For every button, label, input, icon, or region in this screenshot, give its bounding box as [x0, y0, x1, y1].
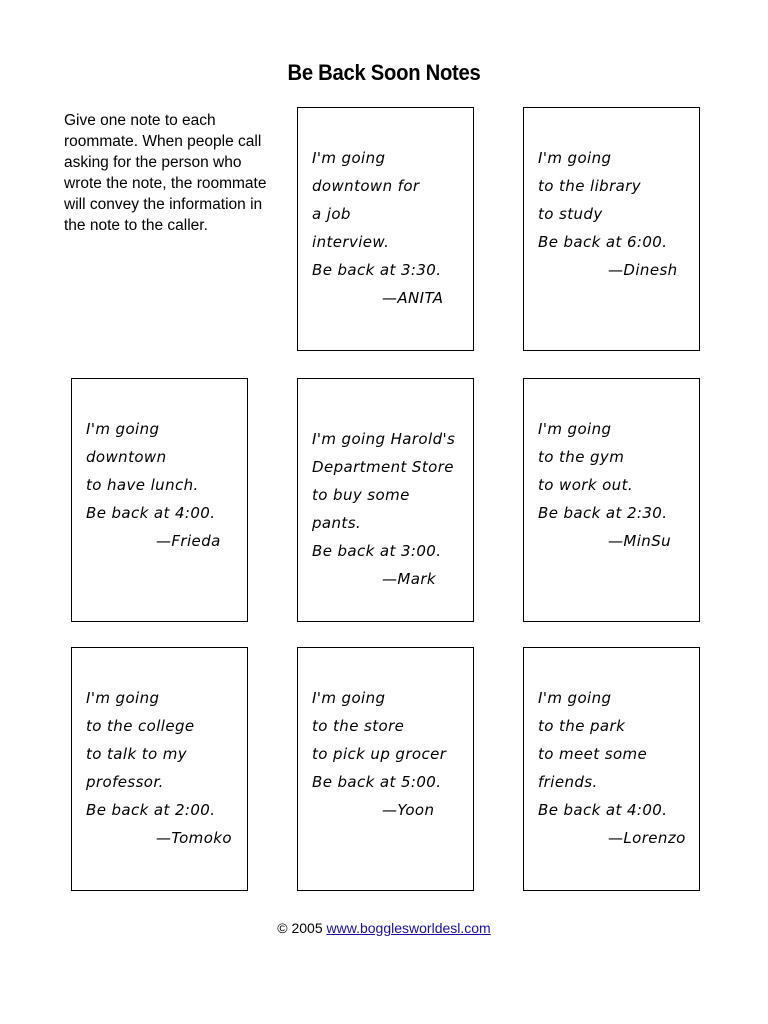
note-line: I'm going: [538, 420, 612, 438]
note-signature: —Yoon: [382, 801, 435, 819]
note-text: [538, 144, 695, 284]
note-line: I'm going Harold's: [312, 430, 456, 448]
note-signature: —Mark: [382, 570, 436, 588]
note-text: [312, 425, 469, 593]
note-card: [297, 378, 474, 622]
note-line: Be back at 3:30.: [312, 261, 442, 279]
note-line: Be back at 4:00.: [538, 801, 668, 819]
note-signature: —Dinesh: [608, 261, 678, 279]
instructions-text: Give one note to each roommate. When people call asking for the person who wrote the note, the roommate will convey the information in the note to the caller.: [64, 112, 267, 234]
note-line: downtown: [86, 448, 167, 466]
note-line: pants.: [312, 514, 362, 532]
note-line: to meet some: [538, 745, 648, 763]
note-line: to the gym: [538, 448, 625, 466]
page-title: Be Back Soon Notes: [287, 60, 481, 85]
note-card: [523, 647, 700, 891]
note-line: I'm going: [86, 420, 160, 438]
note-line: Be back at 6:00.: [538, 233, 668, 251]
note-card: [523, 378, 700, 622]
note-text: [312, 684, 469, 824]
note-line: to work out.: [538, 476, 634, 494]
note-signature: —Tomoko: [156, 829, 232, 847]
note-line: Be back at 5:00.: [312, 773, 442, 791]
note-signature: —Lorenzo: [608, 829, 686, 847]
note-line: to talk to my: [86, 745, 188, 763]
note-line: I'm going: [312, 149, 386, 167]
note-line: professor.: [86, 773, 164, 791]
copyright-text: © 2005: [277, 920, 323, 936]
note-text: [86, 684, 243, 852]
note-signature: —Frieda: [156, 532, 221, 550]
note-line: Be back at 2:00.: [86, 801, 216, 819]
note-line: Be back at 2:30.: [538, 504, 668, 522]
note-line: to study: [538, 205, 603, 223]
note-line: I'm going: [538, 689, 612, 707]
note-card: [297, 107, 474, 351]
note-line: to the store: [312, 717, 405, 735]
note-card: [523, 107, 700, 351]
note-signature: —MinSu: [608, 532, 672, 550]
note-line: downtown for: [312, 177, 420, 195]
note-text: [538, 415, 695, 555]
note-line: to the park: [538, 717, 626, 735]
note-line: Department Store: [312, 458, 454, 476]
note-signature: —ANITA: [382, 289, 444, 307]
note-card: [71, 378, 248, 622]
note-card: [297, 647, 474, 891]
note-line: to pick up grocer: [312, 745, 447, 763]
note-line: Be back at 4:00.: [86, 504, 216, 522]
note-line: to the library: [538, 177, 642, 195]
note-text: [538, 684, 695, 852]
note-line: to have lunch.: [86, 476, 199, 494]
note-line: friends.: [538, 773, 598, 791]
footer: [0, 920, 768, 936]
note-line: to the college: [86, 717, 195, 735]
website-link[interactable]: www.bogglesworldesl.com: [326, 920, 491, 936]
note-text: [312, 144, 469, 312]
note-line: interview.: [312, 233, 390, 251]
note-line: I'm going: [538, 149, 612, 167]
note-text: [86, 415, 243, 555]
note-line: I'm going: [86, 689, 160, 707]
note-card: [71, 647, 248, 891]
note-line: to buy some: [312, 486, 410, 504]
note-line: Be back at 3:00.: [312, 542, 442, 560]
note-line: I'm going: [312, 689, 386, 707]
note-line: a job: [312, 205, 351, 223]
